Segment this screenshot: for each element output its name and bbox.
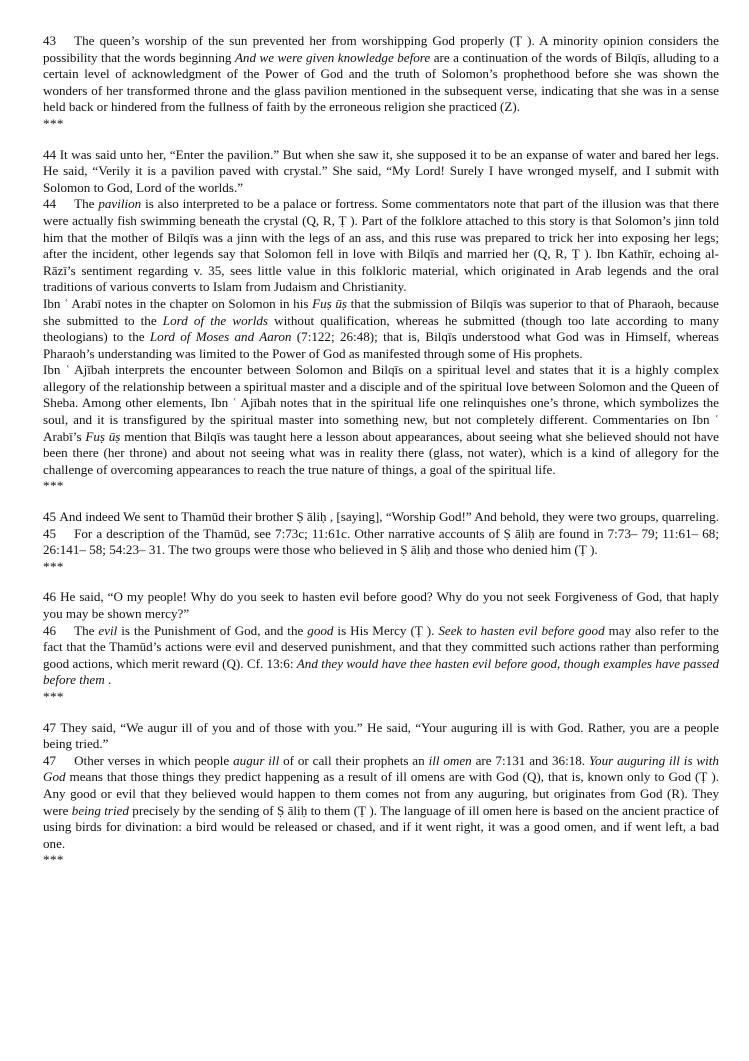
commentary-46-text-4: may also refer to the fact that the Thamūd’s actions were evil and deserved punishment, and that they committed such actions rather than performing good actions, which merit reward (Q). Cf. 13:6: — [43, 622, 719, 671]
commentary-45-text: For a description of the Thamūd, see 7:73c; 11:61c. Other narrative accounts of Ṣ āliḥ are found in 7:73– 79; 11:61– 68; 26:141– 58; 54:23– 31. The two groups were those who believed in Ṣ āliḥ and those who denied him (Ṭ ). — [43, 525, 719, 558]
verse-45-text: And indeed We sent to Thamūd their brother Ṣ āliḥ , [saying], “Worship God!” And behold, they were two groups, quarreling. — [59, 509, 719, 525]
section-separator-2: *** — [43, 478, 64, 494]
commentary-paragraph-44 — [43, 196, 719, 296]
verse-number-44: 44 — [43, 146, 57, 162]
commentary-44-term-1: pavilion — [98, 196, 142, 212]
commentary-44-text-2: is also interpreted to be a palace or fortress. Some commentators note that part of the illusion was that there were actually fish swimming beneath the crystal (Q, R, Ṭ ). Part of the folklore attached to this story is that Solomon’s jinn told him that the mother of Bilqīs was a jinn with the legs of an ass, and this ruse was prepared to trick her into exposing her legs; after the incident, other legends say that Solomon fell in love with Bilqīs and married her (Q, R, Ṭ ). Ibn Kathīr, echoing al-Rāzī’s sentiment regarding v. 35, sees little value in this folkloric material, which originated in Arab legends and the oral traditions of various converts to Islam from Judaism and Christianity. — [43, 196, 719, 295]
commentary-47-text-3: are 7:131 and 36:18. — [471, 752, 589, 768]
commentary-paragraph-ibn-ajibah — [43, 362, 719, 478]
commentary-paragraph-45 — [43, 526, 719, 559]
commentary-46-quote-2: And they would have thee hasten evil before good, though examples have passed before them — [43, 655, 719, 688]
ibn-arabi-text-3: without qualification, whereas he submitted (though too late according to many theologians) to the — [43, 312, 719, 345]
ibn-arabi-text-4: (7:122; 26:48); that is, Bilqīs understood what God was in Himself, whereas Pharaoh’s understanding was limited to the Power of God as manifested through some of His prophets. — [43, 329, 720, 361]
commentary-paragraph-47 — [43, 753, 719, 853]
section-separator-1: *** — [43, 115, 64, 131]
verse-number-45: 45 — [43, 509, 57, 525]
commentary-47-text-5: precisely by the sending of Ṣ āliḥ to them (Ṭ ). The language of ill omen here is based on the ancient practice of using birds for divination: a bird would be released or chased, and if it went right, it was a good omen, and if went left, a bad one. — [43, 802, 719, 851]
verse-paragraph-46 — [43, 589, 719, 622]
commentary-47-term-2: ill omen — [428, 752, 472, 768]
verse-47-text: They said, “We augur ill of you and of those with you.” He said, “Your auguring ill is with God. Rather, you are a people being tried.” — [43, 719, 719, 752]
ibn-arabi-text-1: Ibn ʿ Arabī notes in the chapter on Solomon in his — [43, 295, 313, 311]
verse-paragraph-45 — [43, 509, 719, 526]
section-separator-5: *** — [43, 852, 64, 868]
ibn-ajibah-title-1: Fuṣ ūṣ — [85, 428, 121, 444]
commentary-paragraph-ibn-arabi — [43, 296, 719, 362]
commentary-number-46: 46 — [43, 622, 57, 638]
verse-paragraph-47 — [43, 720, 719, 753]
commentary-47-text-1: Other verses in which people — [74, 752, 234, 768]
commentary-46-text-2: is the Punishment of God, and the — [117, 622, 308, 638]
ibn-ajibah-text-2: mention that Bilqīs was taught here a lesson about appearances, about seeing what she believed should not have been there (her throne) and about not seeing what was in reality there (glass, not water), which is a kind of allegory for the challenge of overcoming appearances to reach the true nature of things, a goal of the spiritual life. — [43, 428, 719, 477]
commentary-46-quote-1: Seek to hasten evil before good — [438, 622, 605, 638]
commentary-43-text-1: The queen’s worship of the sun prevented her from worshipping God properly (Ṭ ). A minority opinion considers the possibility that the words beginning — [43, 33, 719, 65]
commentary-46-text-1: The — [74, 622, 99, 638]
commentary-number-44: 44 — [43, 196, 57, 212]
verse-number-47: 47 — [43, 719, 57, 735]
commentary-paragraph-43 — [43, 33, 719, 116]
commentary-46-text-3: is His Mercy (Ṭ ). — [333, 622, 439, 638]
commentary-43-text-2: are a continuation of the words of Bilqīs, alluding to a certain level of acknowledgment of the Power of God and the truth of Solomon’s prophethood before she was shown the wonders of her transformed throne and the glass pavilion mentioned in the subsequent verse, indicating that she was in a sense held back or hindered from the fullness of faith by the erroneous religion she practiced (Z). — [43, 49, 719, 115]
commentary-number-47: 47 — [43, 752, 57, 768]
verse-44-text: It was said unto her, “Enter the pavilion.” But when she saw it, she supposed it to be an expanse of water and bared her legs. He said, “Verily it is a pavilion paved with crystal.” She said, “My Lord! Surely I have wronged myself, and I submit with Solomon to God, Lord of the worlds.” — [43, 146, 719, 195]
commentary-43-quote-1: And we were given knowledge before — [234, 49, 431, 65]
commentary-47-term-1: augur ill — [233, 752, 280, 768]
commentary-47-text-4: means that those things they predict happening as a result of ill omens are with God (Q), that is, known only to God (Ṭ ). Any good or evil that they believed would happen to them comes not from any auguring, but originates from God (R). They were — [43, 769, 719, 818]
commentary-47-text-2: of or call their prophets an — [279, 752, 429, 768]
section-separator-4: *** — [43, 688, 64, 704]
ibn-ajibah-text-1: Ibn ʿ Ajībah interprets the encounter between Solomon and Bilqīs on a spiritual level and states that it is a highly complex allegory of the relationship between a spiritual master and a disciple and of the spiritual love between Solomon and the Queen of Sheba. Among other elements, Ibn ʿ Ajībah notes that in the spiritual life one relinquishes one’s throne, which symbolizes the soul, and it is transfigured by the spiritual master into something new, but not completely different. Commentaries on Ibn ʿ Arabī’s — [43, 362, 719, 444]
ibn-arabi-title-1: Fuṣ ūṣ — [312, 295, 347, 311]
commentary-47-term-3: being tried — [71, 802, 129, 818]
commentary-46-term-2: good — [307, 622, 334, 638]
section-separator-3: *** — [43, 558, 64, 574]
commentary-46-text-5: . — [104, 672, 112, 688]
verse-number-46: 46 — [43, 589, 57, 605]
commentary-44-text-1: The — [74, 196, 99, 212]
ibn-arabi-quote-2: Lord of Moses and Aaron — [149, 329, 292, 345]
commentary-47-quote-1: Your auguring ill is with God — [43, 752, 719, 785]
commentary-number-45: 45 — [43, 525, 57, 541]
page-content — [43, 33, 719, 869]
ibn-arabi-text-2: that the submission of Bilqīs was superior to that of Pharaoh, because she submitted to the — [43, 295, 719, 328]
verse-46-text: He said, “O my people! Why do you seek to hasten evil before good? Why do you not seek Forgiveness of God, that haply you may be shown mercy?” — [43, 589, 719, 621]
verse-paragraph-44 — [43, 147, 719, 197]
commentary-46-term-1: evil — [98, 622, 118, 638]
ibn-arabi-quote-1: Lord of the worlds — [162, 312, 268, 328]
commentary-number-43: 43 — [43, 33, 57, 48]
commentary-paragraph-46 — [43, 623, 719, 689]
